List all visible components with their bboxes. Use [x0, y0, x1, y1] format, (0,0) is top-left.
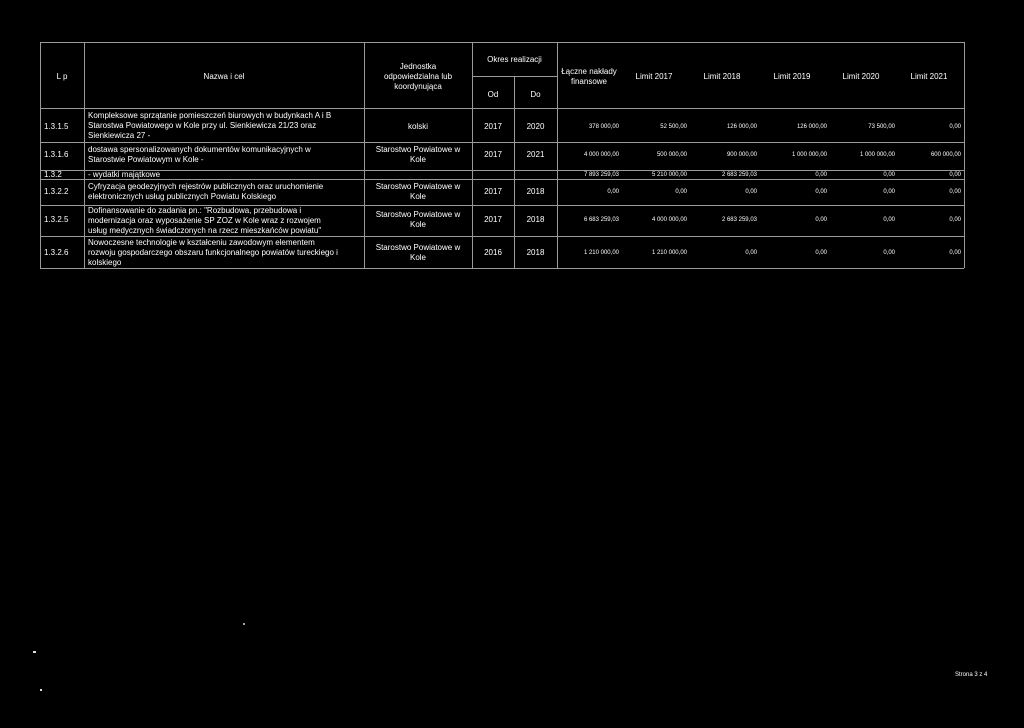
- scan-mark: [40, 689, 42, 691]
- header-jednostka-1: Jednostka: [399, 62, 437, 71]
- section-limit-2020: 0,00: [883, 172, 895, 178]
- header-bottom-border: [40, 108, 964, 109]
- row-do: 2021: [526, 150, 545, 159]
- header-limit-2021: Limit 2021: [910, 72, 948, 81]
- page-number: Strona 3 z 4: [955, 672, 988, 678]
- header-do: Do: [530, 90, 541, 99]
- row-od: 2017: [484, 215, 502, 224]
- section-limit-2021: 0,00: [949, 172, 961, 178]
- row-limit-2017: 4 000 000,00: [651, 217, 687, 223]
- row-limit-2018: 2 683 259,03: [721, 217, 757, 223]
- col-border: [514, 76, 515, 268]
- row-name-line: rozwoju gospodarczego obszaru funkcjonalnego powiatów tureckiego i: [88, 248, 338, 257]
- row-name-line: Starostwa Powiatowego w Kole przy ul. Sienkiewicza 21/23 oraz: [88, 121, 317, 130]
- header-limit-2017: Limit 2017: [635, 72, 673, 81]
- row-unit-line: Starostwo Powiatowe w: [375, 210, 461, 219]
- row-limit-2018: 900 000,00: [726, 152, 757, 158]
- header-limit-2019: Limit 2019: [773, 72, 811, 81]
- row-od: 2017: [484, 122, 502, 131]
- row-limit-2019: 0,00: [815, 250, 827, 256]
- header-od: Od: [487, 90, 499, 99]
- row-border: [40, 142, 964, 143]
- row-unit-line: Starostwo Powiatowe w: [375, 145, 461, 154]
- row-limit-2021: 0,00: [949, 124, 961, 130]
- row-do: 2020: [526, 122, 545, 131]
- row-unit-line: Kole: [409, 192, 426, 201]
- section-limit-2019: 0,00: [815, 172, 827, 178]
- row-do: 2018: [526, 187, 545, 196]
- header-lp: L p: [56, 72, 68, 81]
- table-top-border: [40, 42, 964, 43]
- row-name-line: elektronicznych usług publicznych Powiatu Kolskiego: [88, 192, 277, 201]
- row-limit-2020: 0,00: [883, 217, 895, 223]
- row-unit-line: Starostwo Powiatowe w: [375, 182, 461, 191]
- row-name-line: Nowoczesne technologie w kształceniu zawodowym elementem: [88, 238, 315, 247]
- row-do: 2018: [526, 215, 545, 224]
- row-limit-2021: 600 000,00: [930, 152, 961, 158]
- row-limit-2021: 0,00: [949, 250, 961, 256]
- row-unit-line: Kole: [409, 253, 426, 262]
- col-border: [964, 42, 965, 268]
- header-naklady-2: finansowe: [570, 77, 608, 86]
- row-name-line: dostawa spersonalizowanych dokumentów komunikacyjnych w: [88, 145, 311, 154]
- row-unit-line: Kole: [409, 220, 426, 229]
- row-limit-2020: 0,00: [883, 250, 895, 256]
- row-border: [40, 268, 964, 269]
- row-name-line: kolskiego: [88, 258, 122, 267]
- row-name-line: Cyfryzacja geodezyjnych rejestrów publicznych oraz uruchomienie: [88, 182, 324, 191]
- header-jednostka-3: koordynująca: [394, 82, 442, 91]
- section-total: 7 893 259,03: [583, 172, 619, 178]
- row-unit: kolski: [407, 122, 428, 131]
- row-limit-2017: 0,00: [675, 189, 687, 195]
- row-limit-2018: 0,00: [745, 189, 757, 195]
- row-unit-line: Starostwo Powiatowe w: [375, 243, 461, 252]
- row-total: 0,00: [607, 189, 619, 195]
- row-limit-2017: 52 500,00: [660, 124, 687, 130]
- row-name-line: Kompleksowe sprzątanie pomieszczeń biurowych w budynkach A i B: [88, 111, 332, 120]
- row-od: 2017: [484, 150, 502, 159]
- row-limit-2020: 73 500,00: [868, 124, 895, 130]
- row-border: [40, 179, 964, 180]
- section-limit-2018: 2 683 259,03: [721, 172, 757, 178]
- row-name-line: Starostwie Powiatowym w Kole -: [88, 155, 204, 164]
- row-limit-2020: 0,00: [883, 189, 895, 195]
- row-limit-2018: 126 000,00: [726, 124, 757, 130]
- row-limit-2021: 0,00: [949, 217, 961, 223]
- section-name: - wydatki majątkowe: [88, 170, 161, 179]
- row-name-line: modernizacja oraz wyposażenie SP ZOZ w Kole wraz z rozwojem: [88, 216, 321, 225]
- row-limit-2020: 1 000 000,00: [859, 152, 895, 158]
- scan-mark: [33, 651, 36, 653]
- row-limit-2019: 126 000,00: [796, 124, 827, 130]
- section-lp: 1.3.2: [44, 170, 62, 179]
- scan-mark: [243, 623, 245, 625]
- row-limit-2017: 500 000,00: [656, 152, 687, 158]
- header-naklady-1: Łączne nakłady: [561, 67, 617, 76]
- row-limit-2019: 0,00: [815, 189, 827, 195]
- row-limit-2019: 0,00: [815, 217, 827, 223]
- row-od: 2017: [484, 187, 502, 196]
- row-od: 2016: [484, 248, 502, 257]
- header-limit-2018: Limit 2018: [703, 72, 741, 81]
- row-name-line: Dofinansowanie do zadania pn.: "Rozbudowa, przebudowa i: [88, 206, 302, 215]
- row-do: 2018: [526, 248, 545, 257]
- row-total: 6 683 259,03: [583, 217, 619, 223]
- header-jednostka-2: odpowiedzialna lub: [383, 72, 453, 81]
- row-total: 378 000,00: [588, 124, 619, 130]
- header-nazwa: Nazwa i cel: [203, 72, 245, 81]
- section-limit-2017: 5 210 000,00: [651, 172, 687, 178]
- header-limit-2020: Limit 2020: [842, 72, 880, 81]
- header-okres: Okres realizacji: [487, 55, 542, 64]
- row-total: 4 000 000,00: [583, 152, 619, 158]
- row-lp: 1.3.1.6: [44, 150, 69, 159]
- row-name-line: usług medycznych świadczonych na rzecz mieszkańców powiatu": [88, 226, 322, 235]
- row-limit-2018: 0,00: [745, 250, 757, 256]
- row-lp: 1.3.2.5: [44, 215, 69, 224]
- row-limit-2019: 1 000 000,00: [791, 152, 827, 158]
- row-border: [40, 170, 964, 171]
- row-total: 1 210 000,00: [583, 250, 619, 256]
- row-limit-2021: 0,00: [949, 189, 961, 195]
- row-border: [40, 236, 964, 237]
- row-lp: 1.3.1.5: [44, 122, 69, 131]
- row-unit-line: Kole: [409, 155, 426, 164]
- row-name-line: Sienkiewicza 27 -: [88, 131, 151, 140]
- row-lp: 1.3.2.6: [44, 248, 69, 257]
- row-lp: 1.3.2.2: [44, 187, 69, 196]
- row-limit-2017: 1 210 000,00: [651, 250, 687, 256]
